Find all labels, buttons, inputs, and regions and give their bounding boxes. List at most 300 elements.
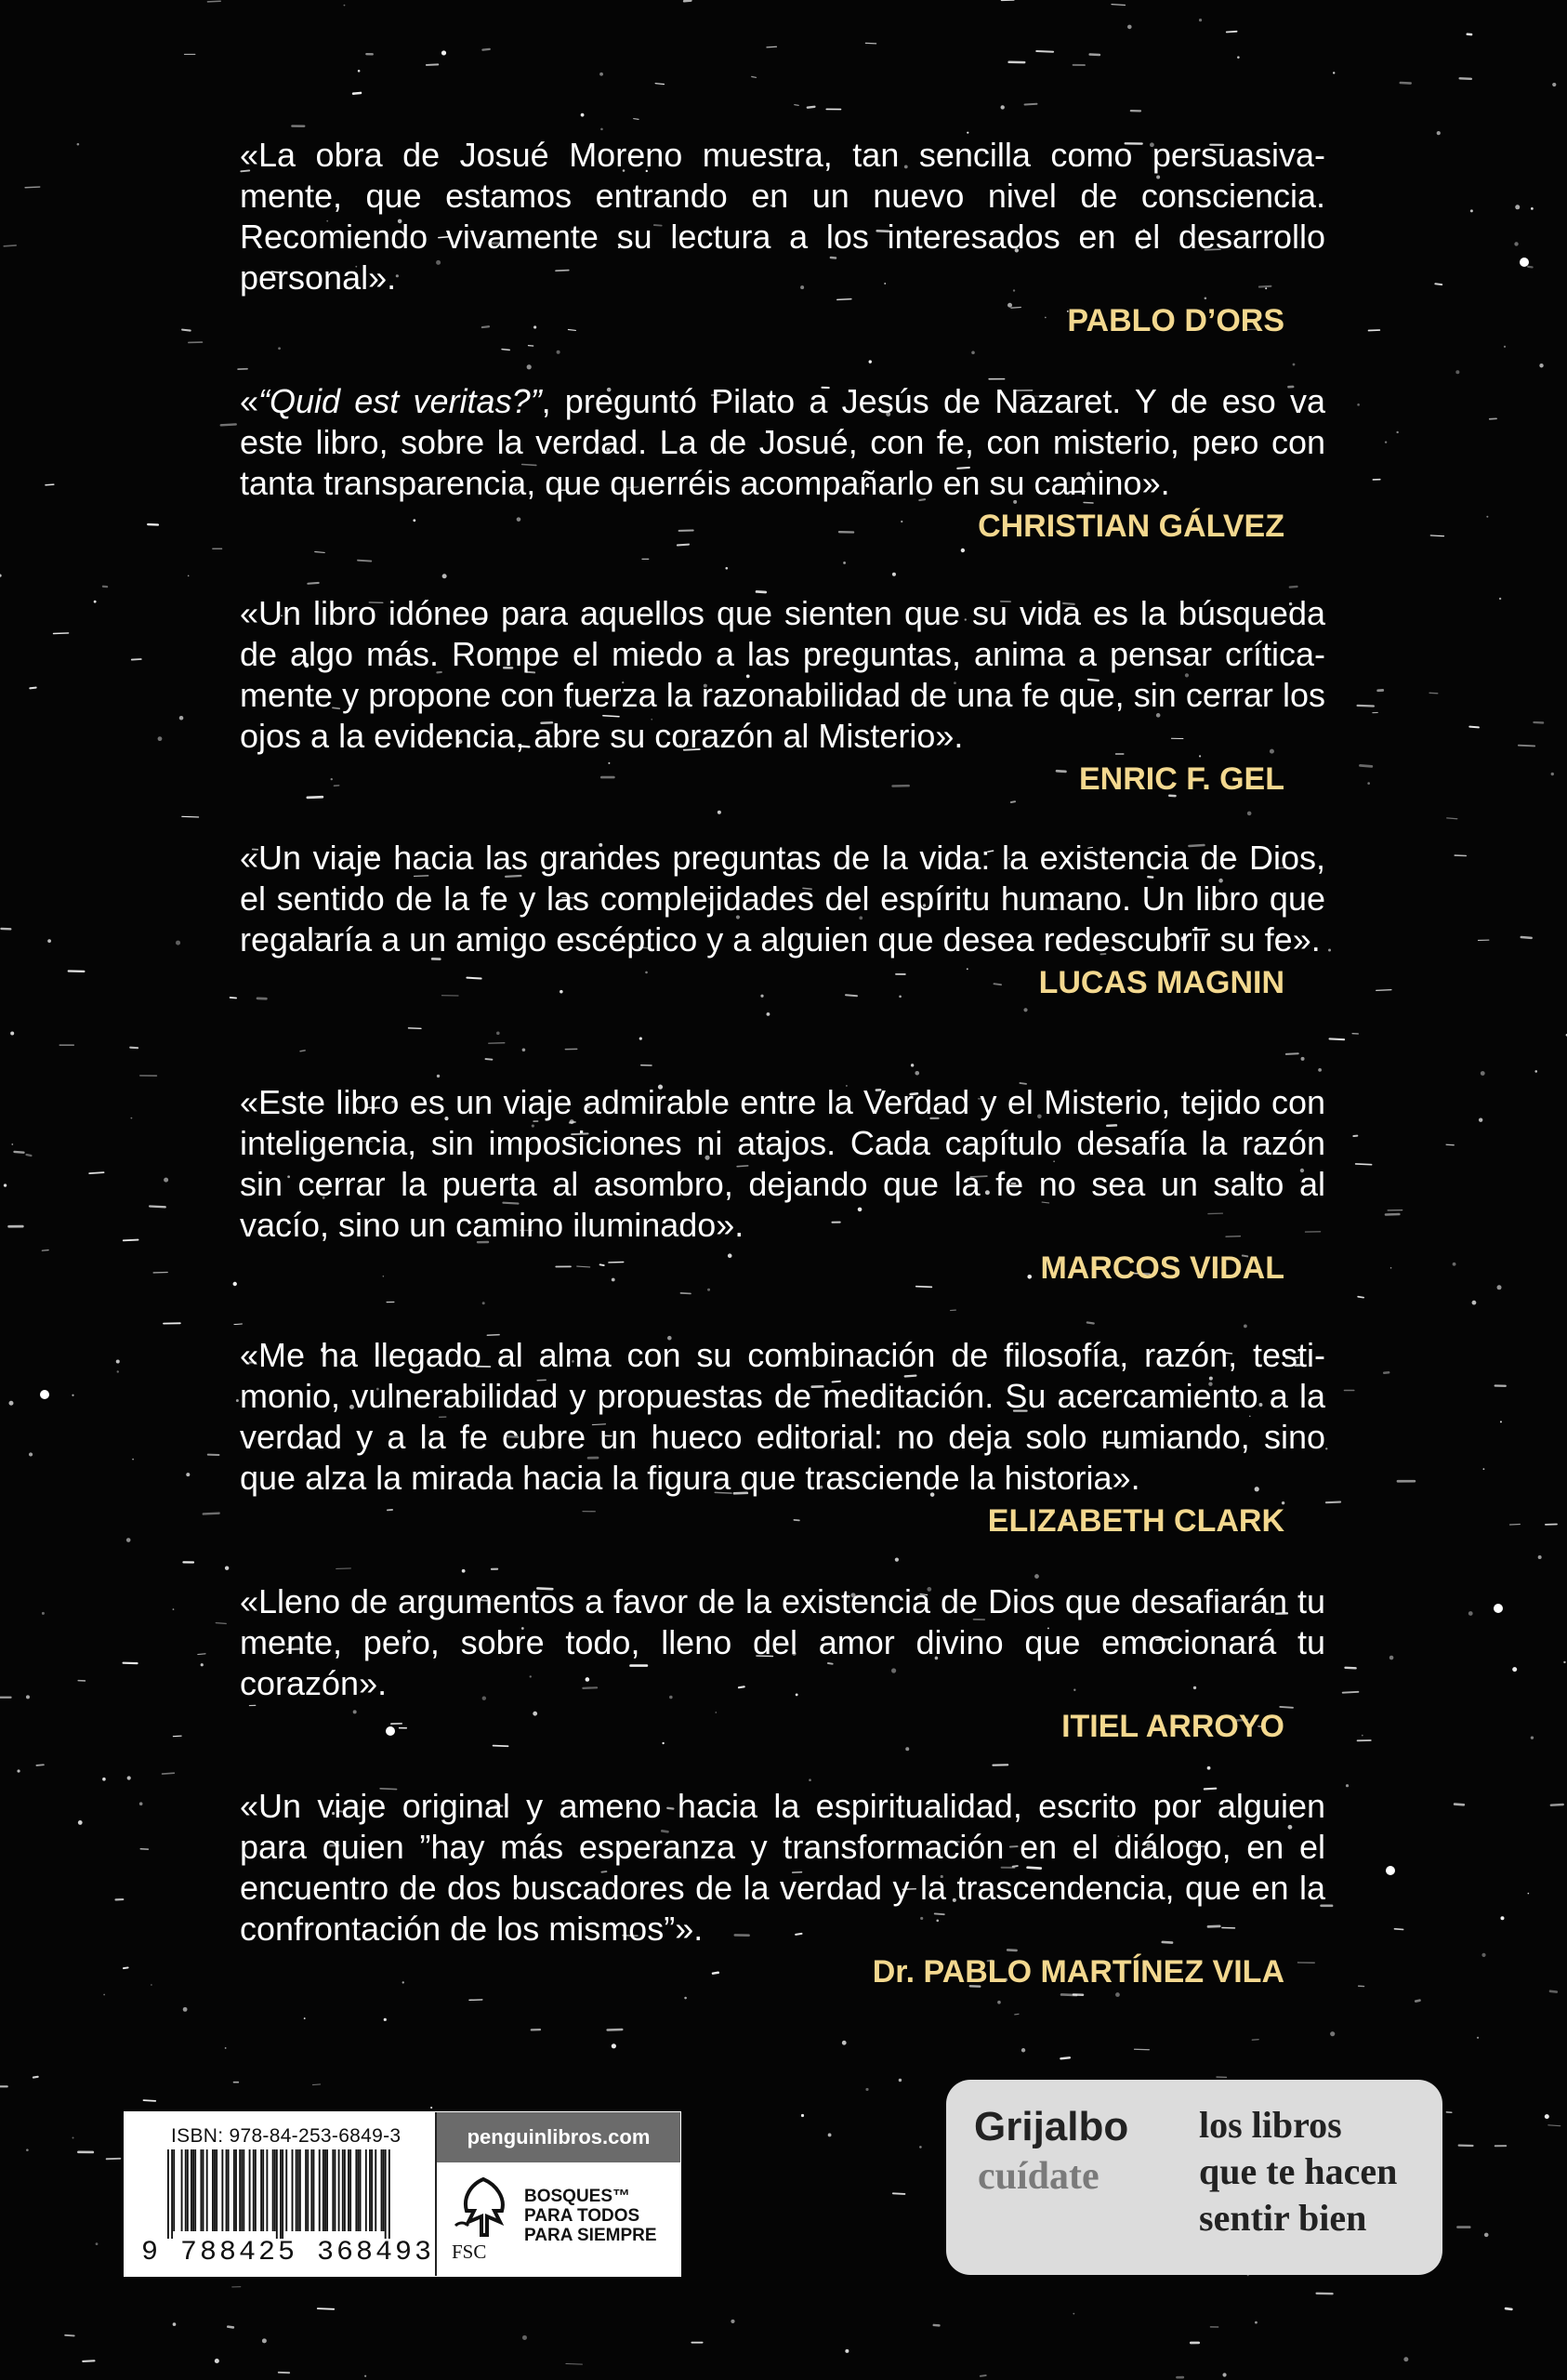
star	[919, 2146, 922, 2149]
barcode-bar	[280, 2149, 282, 2239]
star	[731, 2320, 734, 2323]
star	[1510, 1524, 1521, 1525]
endorsements	[240, 135, 1325, 1992]
star	[1255, 2321, 1258, 2324]
star	[1531, 207, 1534, 210]
star	[225, 2047, 227, 2049]
quote-rest: , preguntó Pilato a Jesús de Nazaret. Y de eso va este libro, sobre la verdad. La de Josué, con fe, con misterio, pero con tanta transparencia, que querréis acompañarlo en su camino».	[240, 382, 1325, 502]
star	[33, 2077, 38, 2078]
star	[1468, 1611, 1473, 1616]
star	[1477, 2037, 1479, 2039]
star	[1396, 431, 1398, 433]
quote-text: «Lleno de argumentos a favor de la existencia de Dios que desafiarán tu mente, pero, sobre todo, lleno del amor divino que emocionará tu corazón».	[240, 1582, 1325, 1702]
star	[186, 1473, 190, 1476]
endorsement	[240, 1335, 1325, 1581]
star	[1470, 209, 1473, 212]
star	[102, 1778, 106, 1781]
star	[1519, 746, 1534, 747]
star	[1479, 1117, 1482, 1121]
barcode-bar	[319, 2149, 321, 2231]
star	[1512, 1667, 1517, 1672]
star	[1437, 131, 1441, 135]
star	[1112, 5, 1125, 6]
quote-text: «Un viaje original y ameno hacia la espiritualidad, escrito por alguien para quien ”hay más esperanza y transformación en el diálogo, en el encuentro de dos buscadores de la verdad y la trascendencia, que en la confrontación de los mismos”».	[240, 1787, 1325, 1948]
star	[1356, 1164, 1372, 1165]
website-link[interactable]: penguinlibros.com	[437, 2112, 680, 2162]
barcode-bar	[342, 2149, 344, 2231]
star	[30, 688, 35, 689]
star	[842, 2041, 847, 2045]
barcode-bar	[285, 2149, 287, 2231]
star	[1453, 1263, 1456, 1266]
star	[83, 2360, 94, 2361]
star	[997, 2001, 1001, 2004]
endorsement	[240, 593, 1325, 838]
star	[1534, 1070, 1537, 1073]
star	[1330, 2031, 1335, 2036]
barcode-bar	[192, 2149, 194, 2231]
star	[126, 1538, 131, 1542]
star	[103, 1994, 105, 1996]
star	[1384, 1372, 1389, 1373]
quote-author: MARCOS VIDAL	[1040, 1250, 1284, 1286]
star	[441, 50, 446, 55]
barcode-bar	[233, 2149, 235, 2231]
star	[1548, 2125, 1560, 2126]
barcode-bar	[241, 2149, 243, 2231]
star	[46, 484, 54, 485]
star	[42, 1250, 48, 1251]
star	[173, 1608, 175, 1610]
publisher-logo-panel	[946, 2080, 1442, 2275]
star	[96, 2242, 99, 2245]
star	[164, 1178, 168, 1183]
publisher-tagline	[1199, 2102, 1397, 2241]
star	[182, 330, 191, 331]
star	[384, 2018, 387, 2021]
barcode-bar	[297, 2149, 299, 2231]
star	[1528, 1893, 1530, 1895]
barcode-bar	[235, 2149, 237, 2231]
star	[801, 2114, 804, 2117]
star	[1360, 765, 1371, 766]
star	[11, 1144, 13, 1145]
star	[1376, 990, 1391, 991]
star	[1416, 2001, 1419, 2002]
star	[4, 1183, 7, 1186]
star	[865, 43, 876, 44]
star	[599, 73, 603, 76]
barcode-bar	[214, 2149, 216, 2231]
barcode-bar	[324, 2149, 326, 2231]
barcode-bar	[358, 2149, 360, 2231]
bright-star	[1520, 258, 1529, 267]
star	[173, 2322, 177, 2326]
barcode-bar	[365, 2149, 367, 2231]
quote-author: ENRIC F. GEL	[1078, 761, 1284, 797]
star	[767, 46, 776, 47]
star	[42, 1612, 45, 1615]
barcode-bar	[185, 2149, 187, 2231]
endorsement	[240, 1082, 1325, 1335]
star	[8, 1401, 13, 1406]
star	[612, 2043, 616, 2048]
star	[1325, 1448, 1327, 1449]
star	[27, 1155, 32, 1156]
star	[236, 1399, 239, 1402]
barcode-bar	[276, 2149, 278, 2239]
star	[215, 2359, 219, 2363]
star	[1481, 1953, 1485, 1957]
star	[600, 128, 603, 131]
quote-text: «La obra de Josué Moreno muestra, tan sencilla como persuasiva-mente, que estamos entrando en un nuevo nivel de consciencia. Recomiendo vivamente su lectura a los interesados en el desarrollo personal».	[240, 136, 1325, 297]
barcode-bar	[228, 2149, 230, 2231]
barcode-bar	[239, 2149, 241, 2231]
star	[1127, 25, 1132, 30]
star	[828, 2134, 832, 2137]
barcode-bar	[173, 2149, 175, 2231]
star	[130, 1048, 138, 1049]
star	[1499, 598, 1501, 600]
endorsement	[240, 1581, 1325, 1786]
star	[17, 1769, 20, 1772]
star	[318, 2308, 334, 2309]
barcode-bar	[212, 2149, 214, 2231]
star	[94, 601, 97, 603]
penguin-fsc-area	[435, 2112, 680, 2276]
quote-text: «Un libro idóneo para aquellos que sienten que su vida es la búsqueda de algo más. Rompe el miedo a las preguntas, anima a pensar crítica-mente y propone con fuerza la razonabilidad de una fe que, sin cerrar los ojos a la evidencia, abre su corazón al Misterio».	[240, 594, 1325, 755]
star	[221, 424, 236, 425]
star	[1514, 242, 1518, 245]
star	[4, 245, 16, 246]
star	[77, 143, 80, 146]
star	[1539, 364, 1543, 367]
barcode-bar	[349, 2149, 351, 2231]
star	[1358, 1297, 1363, 1298]
star	[1025, 104, 1037, 105]
barcode-bar	[355, 2149, 357, 2231]
star	[182, 816, 199, 817]
star	[1455, 370, 1459, 374]
bright-star	[1386, 1866, 1395, 1875]
star	[26, 1695, 30, 1699]
quote-author: ITIEL ARROYO	[1061, 1709, 1284, 1744]
barcode-bar	[253, 2149, 255, 2231]
star	[981, 2375, 986, 2376]
star	[353, 93, 361, 94]
star	[1115, 1992, 1120, 1997]
barcode-bar	[194, 2149, 196, 2231]
fsc-line: BOSQUES™	[524, 2187, 631, 2206]
star	[176, 941, 180, 945]
star	[1326, 1502, 1340, 1503]
star	[1362, 1735, 1363, 1737]
star	[1330, 1038, 1345, 1039]
star	[1222, 2373, 1226, 2376]
star	[228, 2327, 233, 2328]
barcode-bar	[255, 2149, 257, 2231]
star	[139, 1802, 143, 1805]
barcode-bar	[221, 2149, 223, 2231]
star	[0, 575, 2, 577]
endorsement	[240, 1786, 1325, 1992]
barcode-bar	[371, 2149, 373, 2231]
star	[1481, 1071, 1485, 1076]
fsc-line: PARA TODOS	[524, 2206, 640, 2226]
quote-author: CHRISTIAN GÁLVEZ	[978, 509, 1284, 544]
star	[1199, 19, 1202, 21]
star	[173, 1736, 181, 1737]
star	[684, 1, 691, 2]
star	[116, 1360, 120, 1364]
star	[1552, 83, 1556, 86]
isbn-label: ISBN: 978-84-253-6849-3	[171, 2125, 402, 2147]
barcode-bar	[299, 2149, 301, 2231]
star	[1521, 937, 1532, 938]
fsc-label: FSC	[452, 2241, 487, 2263]
star	[207, 1, 220, 2]
star	[163, 1773, 175, 1774]
star	[1531, 1736, 1534, 1739]
star	[25, 187, 40, 188]
star	[1460, 78, 1471, 79]
star	[183, 2007, 188, 2012]
publisher-collection: cuídate	[978, 2155, 1100, 2198]
barcode-area	[125, 2112, 435, 2276]
endorsement	[240, 838, 1325, 1082]
star	[1469, 727, 1479, 728]
star	[655, 84, 664, 85]
star	[1484, 2233, 1489, 2238]
quote-italic: “Quid est veritas?”	[258, 382, 542, 420]
fsc-line: PARA SIEMPRE	[524, 2226, 657, 2245]
star	[1333, 72, 1335, 73]
barcode-bar	[282, 2149, 283, 2239]
barcode-bar	[191, 2149, 192, 2231]
fsc-slogan	[524, 2187, 657, 2245]
star	[522, 2335, 527, 2340]
barcode-bar	[272, 2149, 274, 2231]
barcode-bar	[181, 2149, 183, 2231]
barcode-bar	[332, 2149, 334, 2231]
star	[54, 633, 69, 634]
quote-open-mark: «	[240, 382, 259, 420]
star	[47, 939, 51, 943]
barcode-bar	[187, 2149, 189, 2231]
star	[1367, 782, 1370, 785]
star	[1500, 1916, 1504, 1920]
barcode-bar	[388, 2149, 390, 2239]
barcode-bar	[313, 2149, 315, 2231]
star	[1385, 441, 1387, 443]
star	[1504, 346, 1506, 348]
star	[117, 1370, 119, 1372]
star	[899, 2079, 902, 2082]
star	[865, 2088, 868, 2091]
star	[1545, 2114, 1549, 2119]
barcode-bar	[360, 2149, 362, 2231]
star	[482, 49, 489, 50]
star	[72, 2136, 74, 2138]
barcode-bar	[292, 2149, 294, 2231]
quote-author: Dr. PABLO MARTÍNEZ VILA	[872, 1954, 1284, 1990]
star	[150, 1206, 165, 1207]
star	[1237, 56, 1240, 59]
quote-text: «Me ha llegado al alma con su combinación de filosofía, razón, testi-monio, vulnerabilidad y propuestas de meditación. Su acercamiento a la verdad y a la fe cubre un hueco editorial: no deja solo rumiando, sino que alza la mirada hacia la figura que trasciende la historia».	[240, 1336, 1325, 1497]
star	[179, 716, 184, 721]
barcode-bar	[307, 2149, 309, 2231]
star	[1447, 818, 1457, 819]
star	[566, 2364, 583, 2365]
star	[1328, 949, 1331, 952]
barcode-bar	[266, 2149, 268, 2231]
star	[430, 2107, 432, 2109]
star	[364, 2375, 366, 2377]
tagline-line: sentir bien	[1199, 2197, 1367, 2239]
star	[65, 2335, 74, 2336]
star	[304, 2017, 306, 2019]
star	[143, 2100, 155, 2101]
star	[29, 1452, 33, 1456]
star	[89, 1172, 103, 1173]
star	[10, 1031, 14, 1035]
star	[1403, 2357, 1408, 2361]
barcode-bar	[203, 2149, 204, 2231]
star	[216, 1623, 226, 1624]
barcode-bar	[326, 2149, 328, 2231]
star	[158, 736, 163, 741]
star	[1357, 403, 1360, 406]
barcode-bar	[381, 2149, 383, 2231]
star	[358, 70, 361, 73]
barcode-bar	[274, 2149, 276, 2231]
star	[124, 1240, 138, 1241]
star	[1538, 1555, 1542, 1559]
quote-text	[240, 381, 1325, 504]
star	[132, 659, 141, 660]
star	[1000, 105, 1004, 109]
star	[344, 5, 346, 7]
quote-author: PABLO D’ORS	[1067, 303, 1284, 338]
star	[225, 1567, 229, 1570]
barcode-bar	[338, 2149, 340, 2231]
barcode-bar	[260, 2149, 262, 2231]
star	[1252, 2040, 1258, 2041]
star	[130, 1117, 132, 1119]
barcode-bar	[200, 2149, 202, 2231]
star	[78, 1820, 83, 1825]
barcode-bar	[323, 2149, 324, 2231]
star	[1563, 1661, 1565, 1663]
barcode-bar	[369, 2149, 371, 2231]
star	[124, 1967, 128, 1968]
star	[1227, 32, 1237, 33]
star	[188, 575, 190, 577]
star	[72, 1395, 73, 1396]
isbn-barcode-panel	[124, 2111, 681, 2277]
star	[634, 119, 639, 120]
barcode-icon	[167, 2149, 390, 2239]
bright-star	[1494, 1604, 1503, 1613]
star	[1358, 706, 1374, 707]
fsc-tree-icon	[450, 2175, 517, 2241]
barcode-bar	[206, 2149, 208, 2231]
publisher-brand: Grijalbo	[974, 2104, 1129, 2149]
barcode-bar	[226, 2149, 228, 2231]
barcode-bar	[216, 2149, 217, 2231]
star	[893, 2193, 905, 2194]
bright-star	[40, 1390, 49, 1399]
quote-text: «Un viaje hacia las grandes preguntas de la vida: la existencia de Dios, el sentido de la fe y las complejidades del espíritu humano. Un libro que regalaría a un amigo escéptico y a alguien que desea redescubrir su fe».	[240, 839, 1325, 959]
quote-author: LUCAS MAGNIN	[1038, 965, 1284, 1000]
star	[1500, 1421, 1502, 1422]
star	[1390, 1267, 1392, 1269]
barcode-bar	[305, 2149, 307, 2231]
barcode-bar	[385, 2149, 387, 2239]
barcode-bar	[334, 2149, 336, 2231]
star	[1497, 1285, 1502, 1289]
star	[1073, 2313, 1074, 2315]
tagline-line: que te hacen	[1199, 2150, 1398, 2192]
barcode-bar	[296, 2149, 297, 2231]
star	[198, 1654, 205, 1655]
star	[1472, 1301, 1477, 1305]
star	[967, 132, 968, 134]
star	[14, 1152, 23, 1153]
barcode-bar	[348, 2149, 349, 2231]
barcode-bar	[310, 2149, 312, 2231]
star	[1021, 2048, 1025, 2052]
star	[1401, 83, 1411, 84]
star	[1506, 2308, 1511, 2309]
barcode-digits: 9 788425 368493	[141, 2237, 435, 2268]
star	[1528, 267, 1532, 268]
barcode-bar	[249, 2149, 251, 2231]
star	[1550, 1991, 1557, 1992]
star	[1482, 1468, 1484, 1470]
star	[581, 113, 585, 117]
star	[1060, 2057, 1069, 2058]
endorsement	[240, 135, 1325, 381]
star	[808, 107, 815, 108]
star	[1389, 1656, 1394, 1660]
star	[1515, 205, 1520, 209]
star	[1343, 1692, 1359, 1693]
star	[233, 1282, 237, 1286]
star	[752, 76, 757, 77]
star	[1061, 1994, 1076, 1995]
star	[1036, 51, 1053, 52]
star	[26, 2149, 29, 2151]
barcode-bar	[167, 2149, 169, 2239]
star	[127, 1776, 131, 1779]
star	[795, 105, 798, 106]
star	[201, 1663, 204, 1666]
endorsement	[240, 381, 1325, 593]
star	[151, 1984, 152, 1986]
barcode-bar	[243, 2149, 244, 2231]
star	[1015, 2014, 1019, 2015]
star	[845, 2349, 849, 2353]
star	[1551, 773, 1554, 775]
star	[262, 2338, 267, 2343]
tagline-line: los libros	[1199, 2104, 1342, 2146]
star	[1346, 1784, 1349, 1787]
quote-text: «Este libro es un viaje admirable entre la Verdad y el Misterio, tejido con inteligencia, sin imposiciones ni atajos. Cada capítulo desafía la razón sin cerrar la puerta al asombro, dejando que la fe no sea un salto al vacío, sino un camino iluminado».	[240, 1083, 1325, 1244]
star	[684, 1997, 687, 2000]
star	[427, 64, 438, 65]
barcode-bar	[344, 2149, 346, 2231]
